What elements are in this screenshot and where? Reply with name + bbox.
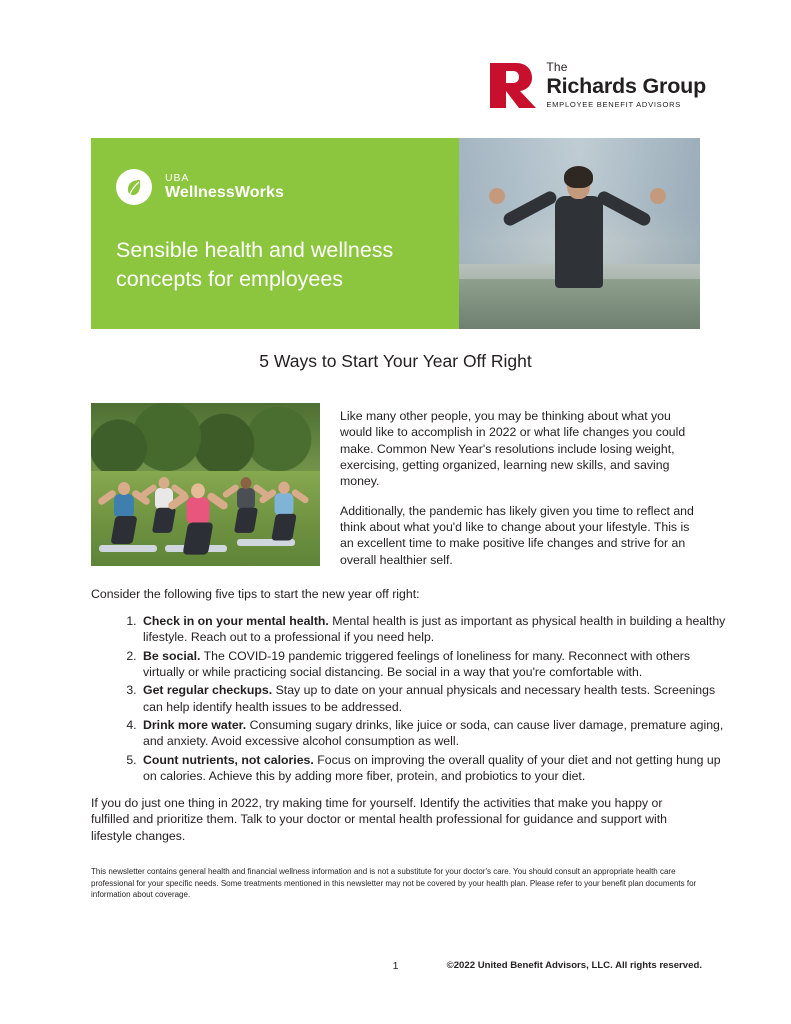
hero-brand-line1: UBA [165,171,190,184]
hero-brand-line2: WellnessWorks [165,183,284,201]
tips-list [113,613,730,786]
hero-photo [459,138,700,329]
tip-text: Consuming sugary drinks, like juice or soda, can cause liver damage, premature aging, and anxiety. Avoid excessive alcohol consumption as well. [143,718,724,749]
list-item [140,648,730,681]
copyright-notice: ©2022 United Benefit Advisors, LLC. All rights reserved. [446,960,702,971]
hero-banner [91,138,700,329]
article-photo-trees [91,403,320,478]
tip-text: Stay up to date on your annual physicals and necessary health tests. Screenings can help identify health issues to be addressed. [143,683,716,714]
tip-text: Focus on improving the overall quality of your diet and not getting hung up on calories. Achieve this by adding more fiber, protein, and probiotics to your diet. [143,752,721,784]
tip-text: The COVID-19 pandemic triggered feelings of loneliness for many. Reconnect with others virtually or while practicing social distancing. Be social in a way that you're comfortable with. [143,648,691,680]
page-number: 1 [392,960,399,972]
r-monogram-icon [486,60,538,110]
logo-name: Richards Group [546,74,706,99]
hero-photo-person [537,166,621,329]
closing-paragraph: If you do just one thing in 2022, try making time for yourself. Identify the activities that make you happy or fulfilled and prioritize them. Talk to your doctor or mental health professional for guidance and support with lifestyle changes. [91,796,667,843]
tip-lead: Count nutrients, not calories. [143,752,314,767]
consider-line: Consider the following five tips to start the new year off right: [91,587,420,601]
article-title: 5 Ways to Start Your Year Off Right [259,351,532,371]
leaf-icon [116,169,152,205]
list-item [140,717,730,750]
hero-left-panel [91,138,459,329]
company-logo [486,60,706,110]
article-photo [91,403,320,566]
list-item [140,682,730,715]
hero-brand-text [165,172,284,202]
list-item [140,613,730,646]
intro-paragraph-1: Like many other people, you may be thinking about what you would like to accomplish in 2022 or what life changes you could make. Common New Year's resolutions include losing weight, exercising, getting organized, learning new skills, and saving money. [340,409,686,489]
list-item [140,752,730,785]
tip-lead: Drink more water. [143,718,247,733]
intro-paragraph-2: Additionally, the pandemic has likely given you time to reflect and think about what you'd like to change about your lifestyle. This is an excellent time to make positive life changes and strive for an overall healthier self. [340,503,694,567]
hero-brand-badge [116,169,284,205]
hero-title: Sensible health and wellness concepts for employees [116,238,394,292]
tip-lead: Get regular checkups. [143,683,273,698]
disclaimer-text: This newsletter contains general health and financial wellness information and is not a substitute for your doctor's care. You should consult an appropriate health care professional for your specific needs. Some treatments mentioned in this newsletter may not be covered by your health plan. Please refer to your benefit plan documents for information about coverage. [91,867,697,900]
logo-the: The [546,60,568,75]
intro-text [340,408,702,581]
tip-lead: Check in on your mental health. [143,614,329,628]
tip-text: Mental health is just as important as physical health in building a healthy lifestyle. Reach out to a professional if you need help. [143,614,726,645]
logo-subtitle: EMPLOYEE BENEFIT ADVISORS [546,99,682,109]
tip-lead: Be social. [143,648,201,663]
